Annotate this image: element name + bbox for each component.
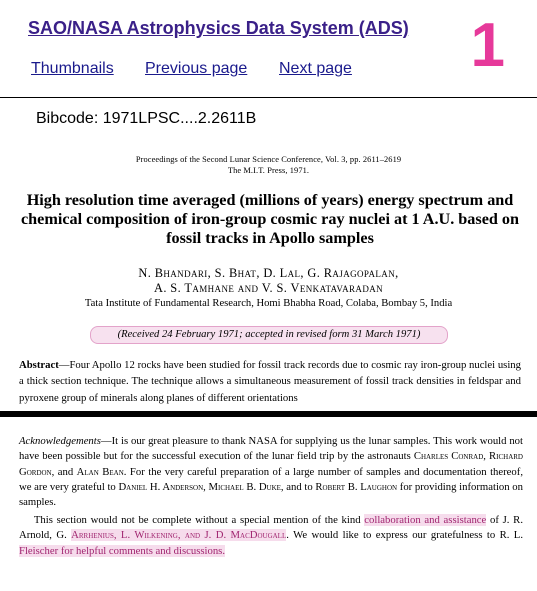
- highlighted-text: Fleischer for helpful comments and discussions.: [19, 544, 225, 557]
- ack-text: This section would not be complete without a special mention of the kind: [33, 514, 365, 526]
- ack-astronaut-names: Charles Conrad, Richard Gordon,: [19, 450, 523, 478]
- ack-text: —It is our great pleasure to thank NASA for supplying us the lunar samples. This work would not have been possible but for the successful execution of the lunar field trip by the astronauts: [19, 435, 523, 463]
- page-break-bar: [0, 411, 537, 417]
- journal-publisher: The M.I.T. Press, 1971.: [227, 166, 310, 175]
- page-number: 1: [470, 11, 505, 80]
- received-date: (Received 24 February 1971; accepted in revised form 31 March 1971): [90, 326, 448, 344]
- acknowledgements-paragraph-1: [19, 434, 523, 510]
- authors-line-1: N. Bhandari, S. Bhat, D. Lal, G. Rajagopalan,: [138, 266, 399, 280]
- abstract: [19, 357, 521, 406]
- affiliation: Tata Institute of Fundamental Research, Homi Bhabha Road, Colaba, Bombay 5, India: [84, 298, 453, 309]
- ack-astronaut-name: Alan Bean: [76, 465, 124, 478]
- paper-title: High resolution time averaged (millions of years) energy spectrum and chemical composition of iron-group cosmic ray nuclei at 1 A.U. based on fossil tracks in Apollo samples: [20, 191, 520, 247]
- highlighted-text: collaboration and assistance: [364, 514, 487, 526]
- ack-text: of J. R. Arnold, G.: [19, 514, 523, 542]
- ack-text: for providing information on samples.: [19, 480, 523, 509]
- journal-citation: Proceedings of the Second Lunar Science Conference, Vol. 3, pp. 2611–2619: [135, 155, 402, 164]
- ack-text: . For the very careful preparation of a large number of samples and documentation thereof, we are very grateful to: [19, 465, 523, 493]
- next-page-link[interactable]: Next page: [279, 60, 352, 77]
- highlighted-text: Arrhenius, L. Wilkening, and J. D. MacDougall: [71, 529, 287, 542]
- abstract-label: Abstract: [19, 359, 59, 371]
- ack-text: and to: [283, 480, 316, 493]
- ack-text: and: [54, 465, 77, 478]
- acknowledgements-label: Acknowledgements: [19, 435, 101, 447]
- header-divider: [0, 97, 537, 98]
- authors-line-2: A. S. Tamhane and V. S. Venkatavaradan: [153, 281, 384, 295]
- ack-text: . We would like to express our gratefulness to R. L.: [286, 529, 524, 542]
- abstract-text: —Four Apollo 12 rocks have been studied for fossil track records due to cosmic ray iron-group nuclei using a thick section technique. The technique allows a simultaneous measurement of fossil track densities in feldspar and pyroxene group of minerals along planes of different orientations: [19, 359, 521, 404]
- thumbnails-link[interactable]: Thumbnails: [31, 60, 114, 77]
- ack-staff-name: Robert B. Laughon: [315, 480, 398, 493]
- ads-site-title[interactable]: SAO/NASA Astrophysics Data System (ADS): [28, 18, 409, 38]
- page-navigation: [0, 60, 537, 82]
- previous-page-link[interactable]: Previous page: [145, 60, 248, 77]
- ack-staff-names: Daniel H. Anderson, Michael B. Duke,: [118, 480, 284, 493]
- bibcode-label: Bibcode: 1971LPSC....2.2611B: [36, 110, 257, 127]
- acknowledgements-paragraph-2: [19, 513, 523, 559]
